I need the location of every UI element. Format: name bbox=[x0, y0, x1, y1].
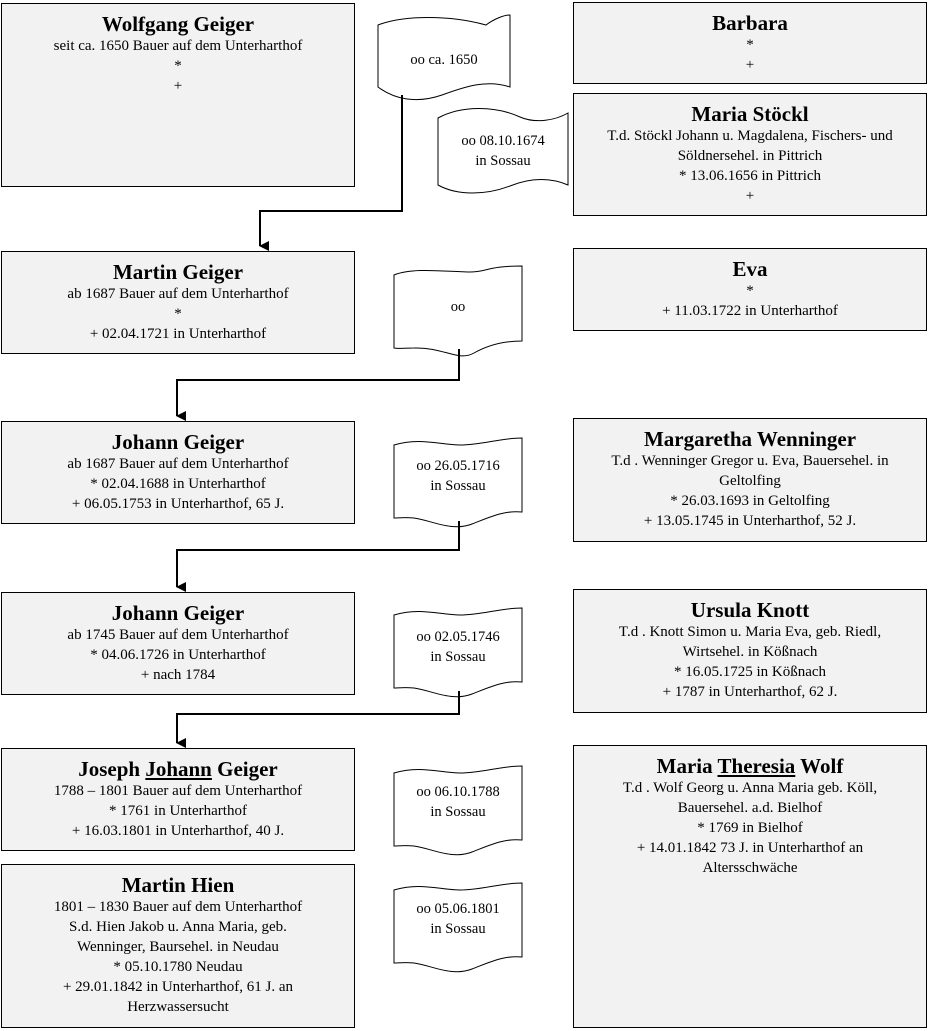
marriage-date: oo ca. 1650 bbox=[410, 52, 478, 68]
descent-connector-3 bbox=[177, 521, 459, 587]
marriage-label-6 bbox=[394, 782, 522, 822]
person-birth: * bbox=[174, 58, 182, 74]
marriage-date: oo 02.05.1746 bbox=[416, 629, 500, 645]
person-occupation: ab 1687 Bauer auf dem Unterharthof bbox=[67, 456, 289, 472]
person-birth: * 05.10.1780 Neudau bbox=[113, 959, 243, 975]
person-parents: S.d. Hien Jakob u. Anna Maria, geb. bbox=[69, 919, 287, 935]
person-death-cont: Herzwassersucht bbox=[127, 999, 229, 1015]
person-occupation: ab 1745 Bauer auf dem Unterharthof bbox=[67, 627, 289, 643]
marriage-date: oo 06.10.1788 bbox=[416, 784, 500, 800]
person-parents: T.d . Wolf Georg u. Anna Maria geb. Köll, bbox=[622, 780, 878, 796]
person-death: + 29.01.1842 in Unterharthof, 61 J. an bbox=[62, 979, 294, 995]
person-parents-cont: Geltolfing bbox=[719, 473, 781, 489]
person-death: + bbox=[745, 188, 755, 204]
person-death: + bbox=[173, 78, 183, 94]
name-part: Joseph bbox=[78, 757, 146, 781]
descent-connector-1 bbox=[260, 95, 402, 246]
person-parents: T.d. Stöckl Johann u. Magdalena, Fischers- und bbox=[607, 128, 893, 144]
person-name: Martin Geiger bbox=[112, 260, 244, 284]
name-part: Maria bbox=[656, 754, 718, 778]
person-birth: * 16.05.1725 in Kößnach bbox=[673, 664, 827, 680]
person-name: Eva bbox=[732, 257, 768, 281]
marriage-label-2 bbox=[438, 131, 568, 171]
person-parents-cont: Wenninger, Baursehel. in Neudau bbox=[77, 939, 279, 955]
person-death: + 13.05.1745 in Unterharthof, 52 J. bbox=[643, 513, 857, 529]
marriage-label-7 bbox=[394, 899, 522, 939]
name-part: Wolf bbox=[795, 754, 844, 778]
name-callname: Johann bbox=[145, 757, 212, 781]
marriage-label-4 bbox=[394, 456, 522, 496]
person-name: Maria Stöckl bbox=[691, 102, 809, 126]
person-death: + 11.03.1722 in Unterharthof bbox=[662, 303, 838, 319]
person-death: + 06.05.1753 in Unterharthof, 65 J. bbox=[71, 496, 285, 512]
marriage-date: oo 05.06.1801 bbox=[416, 901, 500, 917]
person-parents: T.d . Wenninger Gregor u. Eva, Bauersehel. in bbox=[611, 453, 889, 469]
marriage-label-5 bbox=[394, 627, 522, 667]
person-birth: * 1761 in Unterharthof bbox=[109, 803, 247, 819]
person-occupation: ab 1687 Bauer auf dem Unterharthof bbox=[67, 286, 289, 302]
person-death: + nach 1784 bbox=[140, 667, 216, 683]
person-occupation: seit ca. 1650 Bauer auf dem Unterharthof bbox=[53, 38, 303, 54]
person-name: Margaretha Wenninger bbox=[643, 427, 857, 451]
person-name: Wolfgang Geiger bbox=[101, 12, 255, 36]
marriage-date: oo 08.10.1674 bbox=[461, 133, 545, 149]
person-birth: * bbox=[174, 306, 182, 322]
person-name: Johann Geiger bbox=[111, 601, 245, 625]
person-death: + 14.01.1842 73 J. in Unterharthof an bbox=[636, 840, 864, 856]
name-part: Geiger bbox=[211, 757, 278, 781]
person-death: + 02.04.1721 in Unterharthof bbox=[89, 326, 267, 342]
person-death: + 16.03.1801 in Unterharthof, 40 J. bbox=[71, 823, 285, 839]
marriage-label-1 bbox=[378, 50, 510, 70]
person-birth: * 04.06.1726 in Unterharthof bbox=[90, 647, 266, 663]
descent-connector-2 bbox=[177, 349, 459, 416]
person-death: + 1787 in Unterharthof, 62 J. bbox=[662, 684, 838, 700]
marriage-place: in Sossau bbox=[430, 478, 486, 494]
person-birth: * bbox=[746, 283, 754, 299]
person-parents-cont: Bauersehel. a.d. Bielhof bbox=[677, 800, 823, 816]
marriage-place: in Sossau bbox=[430, 649, 486, 665]
marriage-label-3 bbox=[394, 297, 522, 317]
descent-connector-4 bbox=[177, 691, 459, 743]
person-name: Martin Hien bbox=[121, 873, 235, 897]
person-birth: * 26.03.1693 in Geltolfing bbox=[670, 493, 830, 509]
name-callname: Theresia bbox=[717, 754, 796, 778]
person-birth: * 13.06.1656 in Pittrich bbox=[678, 168, 822, 184]
person-death: + bbox=[745, 57, 755, 73]
marriage-date: oo 26.05.1716 bbox=[416, 458, 500, 474]
person-birth: * 02.04.1688 in Unterharthof bbox=[90, 476, 266, 492]
marriage-date: oo bbox=[450, 299, 466, 315]
person-parents-cont: Söldnersehel. in Pittrich bbox=[677, 148, 823, 164]
person-name: Johann Geiger bbox=[111, 430, 245, 454]
marriage-place: in Sossau bbox=[430, 921, 486, 937]
person-occupation: 1788 – 1801 Bauer auf dem Unterharthof bbox=[53, 783, 303, 799]
person-occupation: 1801 – 1830 Bauer auf dem Unterharthof bbox=[53, 899, 303, 915]
person-parents-cont: Wirtsehel. in Kößnach bbox=[682, 644, 818, 660]
marriage-place: in Sossau bbox=[475, 153, 531, 169]
person-name: Barbara bbox=[712, 11, 788, 35]
person-name: Ursula Knott bbox=[690, 598, 810, 622]
marriage-place: in Sossau bbox=[430, 804, 486, 820]
person-birth: * bbox=[746, 37, 754, 53]
person-birth: * 1769 in Bielhof bbox=[697, 820, 803, 836]
person-death-cont: Altersschwäche bbox=[702, 860, 798, 876]
person-parents: T.d . Knott Simon u. Maria Eva, geb. Riedl, bbox=[618, 624, 882, 640]
